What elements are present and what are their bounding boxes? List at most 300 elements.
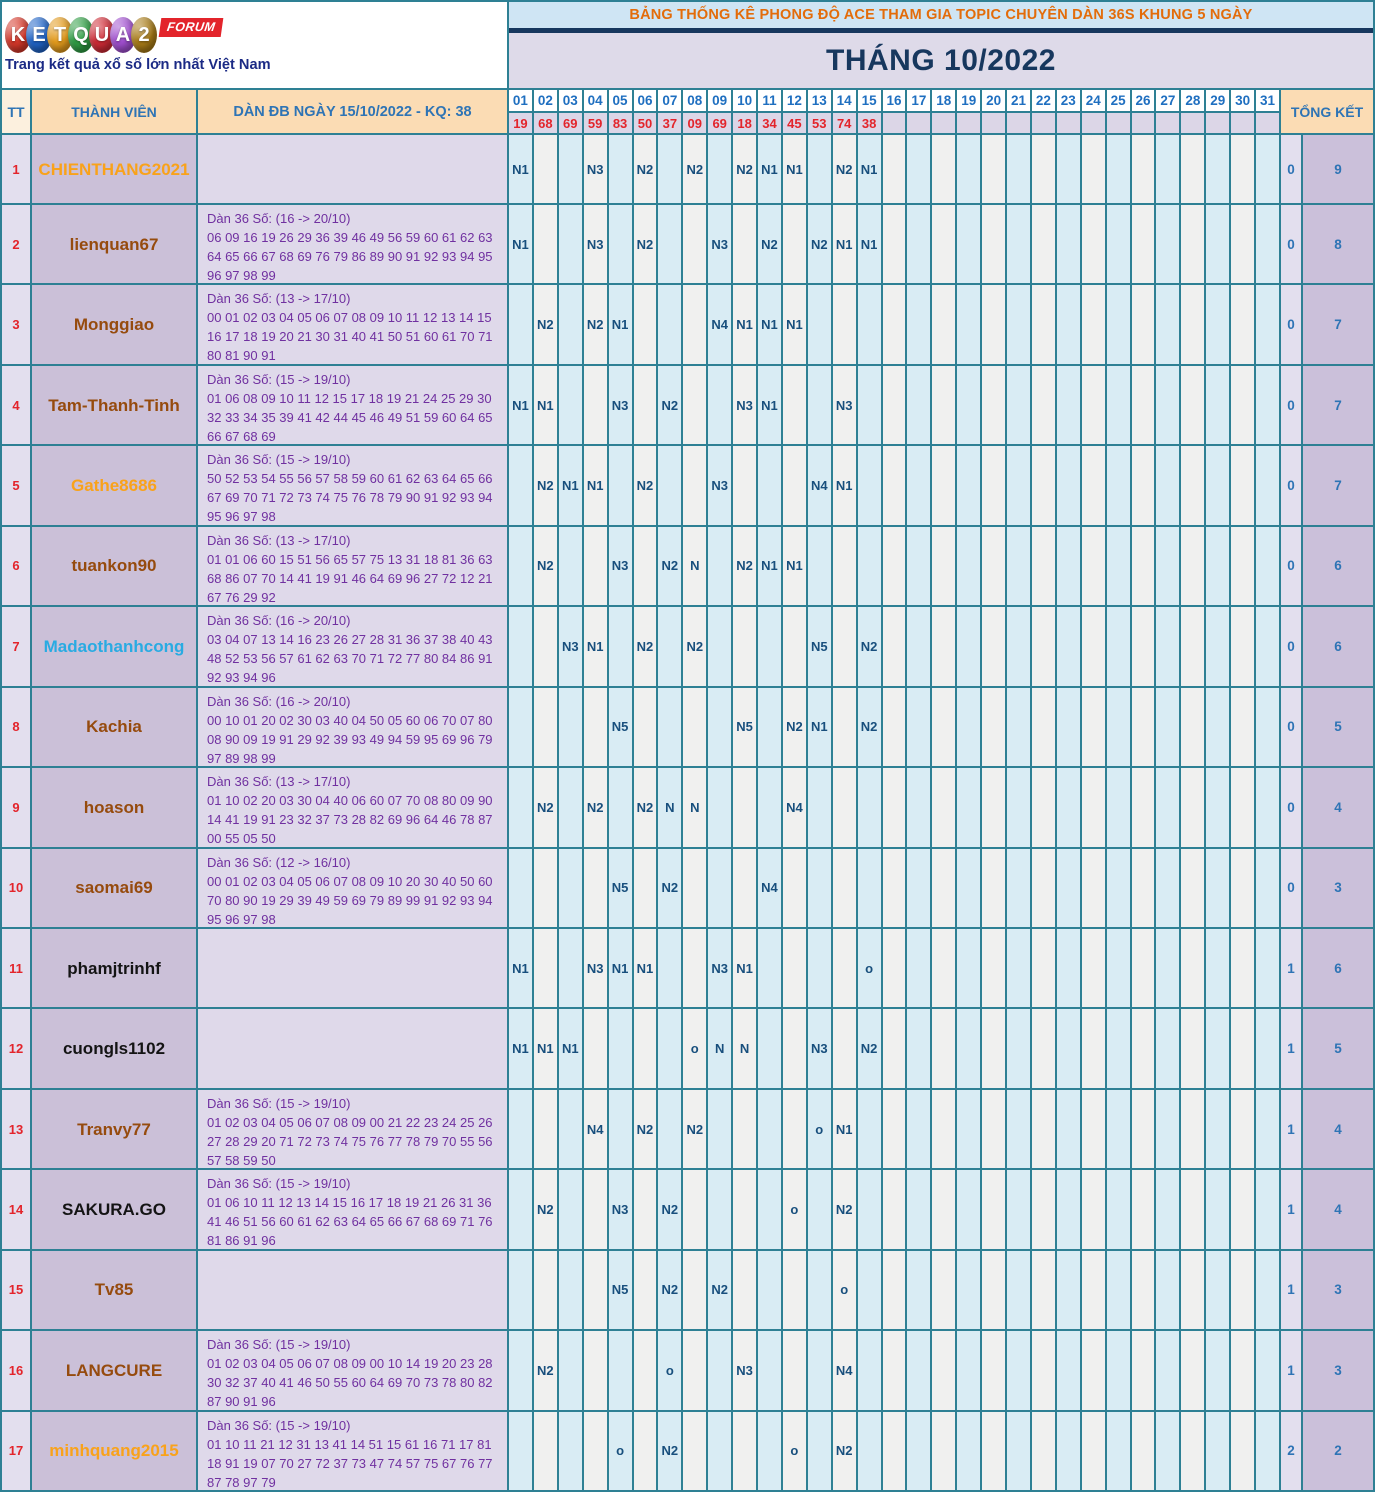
dan-numbers: 06 09 16 19 26 29 36 39 46 49 56 59 60 61 62 63 64 65 66 67 68 69 76 79 86 89 90 91 92 93 94 95 96 97 98 99 bbox=[207, 230, 493, 283]
mark-day-25 bbox=[1107, 527, 1130, 605]
mark-day-20 bbox=[982, 1170, 1005, 1248]
mark-day-22 bbox=[1032, 527, 1055, 605]
mark-day-16 bbox=[883, 135, 906, 203]
mark-day-07: N2 bbox=[658, 849, 681, 927]
mark-day-31 bbox=[1256, 446, 1279, 524]
mark-day-26 bbox=[1132, 1090, 1155, 1168]
mark-day-18 bbox=[932, 1331, 955, 1409]
mark-day-30 bbox=[1231, 1331, 1254, 1409]
mark-day-17 bbox=[907, 849, 930, 927]
mark-day-09: N3 bbox=[708, 205, 731, 283]
total-miss-count: 1 bbox=[1281, 1331, 1301, 1409]
mark-day-22 bbox=[1032, 366, 1055, 444]
mark-day-14: N3 bbox=[833, 366, 856, 444]
mark-day-19 bbox=[957, 929, 980, 1007]
mark-day-31 bbox=[1256, 1412, 1279, 1490]
mark-day-30 bbox=[1231, 849, 1254, 927]
mark-day-06: N1 bbox=[634, 929, 657, 1007]
mark-day-17 bbox=[907, 1009, 930, 1087]
total-score: 4 bbox=[1303, 1170, 1373, 1248]
mark-day-10: N3 bbox=[733, 366, 756, 444]
day-header-01: 01 bbox=[509, 90, 532, 111]
mark-day-24 bbox=[1082, 1170, 1105, 1248]
member-cell[interactable] bbox=[32, 1412, 196, 1490]
total-score: 6 bbox=[1303, 929, 1373, 1007]
member-name: phamjtrinhf bbox=[67, 958, 161, 978]
mark-day-24 bbox=[1082, 1009, 1105, 1087]
mark-day-13: N4 bbox=[808, 446, 831, 524]
total-score: 8 bbox=[1303, 205, 1373, 283]
mark-day-12: N1 bbox=[783, 135, 806, 203]
mark-day-22 bbox=[1032, 135, 1055, 203]
mark-day-30 bbox=[1231, 205, 1254, 283]
mark-day-31 bbox=[1256, 1331, 1279, 1409]
mark-day-10 bbox=[733, 205, 756, 283]
row-index: 5 bbox=[2, 446, 30, 524]
mark-day-08 bbox=[683, 285, 706, 363]
mark-day-01 bbox=[509, 1251, 532, 1329]
mark-day-19 bbox=[957, 1170, 980, 1248]
mark-day-27 bbox=[1156, 1412, 1179, 1490]
mark-day-23 bbox=[1057, 849, 1080, 927]
member-cell[interactable] bbox=[32, 205, 196, 283]
dan-numbers: 01 10 11 21 12 31 13 41 14 51 15 61 16 71 17 81 18 91 19 07 70 27 72 37 73 47 74 57 75 67 76 77 87 78 97 79 bbox=[207, 1436, 493, 1490]
mark-day-27 bbox=[1156, 366, 1179, 444]
mark-day-27 bbox=[1156, 446, 1179, 524]
mark-day-13 bbox=[808, 135, 831, 203]
mark-day-02: N2 bbox=[534, 1170, 557, 1248]
mark-day-26 bbox=[1132, 607, 1155, 685]
day-header-16: 16 bbox=[883, 90, 906, 111]
mark-day-22 bbox=[1032, 205, 1055, 283]
member-cell[interactable] bbox=[32, 1331, 196, 1409]
mark-day-20 bbox=[982, 849, 1005, 927]
mark-day-26 bbox=[1132, 205, 1155, 283]
mark-day-06 bbox=[634, 527, 657, 605]
mark-day-25 bbox=[1107, 607, 1130, 685]
mark-day-11 bbox=[758, 1009, 781, 1087]
mark-day-27 bbox=[1156, 849, 1179, 927]
mark-day-18 bbox=[932, 607, 955, 685]
mark-day-23 bbox=[1057, 607, 1080, 685]
mark-day-26 bbox=[1132, 1412, 1155, 1490]
mark-day-04 bbox=[584, 1009, 607, 1087]
total-miss-count: 1 bbox=[1281, 1009, 1301, 1087]
mark-day-18 bbox=[932, 205, 955, 283]
mark-day-26 bbox=[1132, 1170, 1155, 1248]
row-index: 10 bbox=[2, 849, 30, 927]
mark-day-19 bbox=[957, 205, 980, 283]
mark-day-15: N2 bbox=[858, 607, 881, 685]
mark-day-16 bbox=[883, 366, 906, 444]
mark-day-29 bbox=[1206, 205, 1229, 283]
day-header-05: 05 bbox=[609, 90, 632, 111]
mark-day-20 bbox=[982, 607, 1005, 685]
mark-day-22 bbox=[1032, 1009, 1055, 1087]
mark-day-31 bbox=[1256, 688, 1279, 766]
kq-value-day-19 bbox=[957, 113, 980, 133]
mark-day-19 bbox=[957, 849, 980, 927]
mark-day-27 bbox=[1156, 688, 1179, 766]
mark-day-13 bbox=[808, 1412, 831, 1490]
member-cell[interactable] bbox=[32, 768, 196, 846]
mark-day-13: o bbox=[808, 1090, 831, 1168]
member-cell[interactable] bbox=[32, 1170, 196, 1248]
dan-range: Dàn 36 Số: (15 -> 19/10) bbox=[207, 1095, 351, 1111]
mark-day-03 bbox=[559, 1170, 582, 1248]
mark-day-23 bbox=[1057, 1170, 1080, 1248]
mark-day-05: N3 bbox=[609, 1170, 632, 1248]
dan-info bbox=[198, 205, 507, 283]
mark-day-26 bbox=[1132, 135, 1155, 203]
mark-day-01 bbox=[509, 1090, 532, 1168]
day-header-17: 17 bbox=[907, 90, 930, 111]
mark-day-02 bbox=[534, 929, 557, 1007]
member-cell[interactable] bbox=[32, 1251, 196, 1329]
mark-day-05 bbox=[609, 1090, 632, 1168]
dan-range: Dàn 36 Số: (15 -> 19/10) bbox=[207, 452, 351, 468]
kq-value-day-04: 59 bbox=[584, 113, 607, 133]
mark-day-09 bbox=[708, 607, 731, 685]
mark-day-22 bbox=[1032, 1412, 1055, 1490]
mark-day-26 bbox=[1132, 688, 1155, 766]
mark-day-17 bbox=[907, 135, 930, 203]
row-index: 9 bbox=[2, 768, 30, 846]
mark-day-09 bbox=[708, 1170, 731, 1248]
mark-day-22 bbox=[1032, 1090, 1055, 1168]
member-name: saomai69 bbox=[75, 878, 153, 898]
row-index: 13 bbox=[2, 1090, 30, 1168]
member-cell[interactable] bbox=[32, 135, 196, 203]
mark-day-27 bbox=[1156, 205, 1179, 283]
mark-day-31 bbox=[1256, 1251, 1279, 1329]
mark-day-19 bbox=[957, 1009, 980, 1087]
mark-day-05: N5 bbox=[609, 1251, 632, 1329]
mark-day-03 bbox=[559, 135, 582, 203]
mark-day-20 bbox=[982, 929, 1005, 1007]
member-cell[interactable] bbox=[32, 607, 196, 685]
mark-day-28 bbox=[1181, 1009, 1204, 1087]
mark-day-10: N bbox=[733, 1009, 756, 1087]
mark-day-27 bbox=[1156, 1009, 1179, 1087]
mark-day-17 bbox=[907, 688, 930, 766]
member-cell[interactable] bbox=[32, 849, 196, 927]
kq-value-day-15: 38 bbox=[858, 113, 881, 133]
total-miss-count: 1 bbox=[1281, 929, 1301, 1007]
mark-day-23 bbox=[1057, 285, 1080, 363]
mark-day-02 bbox=[534, 135, 557, 203]
mark-day-10 bbox=[733, 446, 756, 524]
mark-day-01 bbox=[509, 527, 532, 605]
day-header-03: 03 bbox=[559, 90, 582, 111]
mark-day-15 bbox=[858, 849, 881, 927]
mark-day-28 bbox=[1181, 1331, 1204, 1409]
mark-day-07: N2 bbox=[658, 1251, 681, 1329]
row-index: 15 bbox=[2, 1251, 30, 1329]
mark-day-13: N2 bbox=[808, 205, 831, 283]
total-score: 2 bbox=[1303, 1412, 1373, 1490]
mark-day-20 bbox=[982, 446, 1005, 524]
mark-day-17 bbox=[907, 607, 930, 685]
dan-range: Dàn 36 Số: (13 -> 17/10) bbox=[207, 532, 351, 548]
mark-day-24 bbox=[1082, 688, 1105, 766]
member-cell[interactable] bbox=[32, 929, 196, 1007]
mark-day-15 bbox=[858, 527, 881, 605]
mark-day-07 bbox=[658, 135, 681, 203]
mark-day-24 bbox=[1082, 1251, 1105, 1329]
mark-day-13 bbox=[808, 849, 831, 927]
member-name: Tv85 bbox=[94, 1280, 134, 1300]
mark-day-21 bbox=[1007, 768, 1030, 846]
row-index: 3 bbox=[2, 285, 30, 363]
mark-day-02 bbox=[534, 688, 557, 766]
mark-day-21 bbox=[1007, 205, 1030, 283]
day-header-31: 31 bbox=[1256, 90, 1279, 111]
mark-day-14 bbox=[833, 929, 856, 1007]
mark-day-04: N3 bbox=[584, 205, 607, 283]
mark-day-20 bbox=[982, 527, 1005, 605]
mark-day-17 bbox=[907, 366, 930, 444]
mark-day-09 bbox=[708, 1331, 731, 1409]
member-name: CHIENTHANG2021 bbox=[38, 159, 190, 179]
member-cell[interactable] bbox=[32, 366, 196, 444]
mark-day-16 bbox=[883, 1090, 906, 1168]
mark-day-28 bbox=[1181, 1090, 1204, 1168]
mark-day-03 bbox=[559, 1090, 582, 1168]
mark-day-16 bbox=[883, 446, 906, 524]
mark-day-05 bbox=[609, 446, 632, 524]
mark-day-12 bbox=[783, 849, 806, 927]
total-score: 4 bbox=[1303, 1090, 1373, 1168]
kq-value-day-21 bbox=[1007, 113, 1030, 133]
mark-day-04 bbox=[584, 366, 607, 444]
member-cell[interactable] bbox=[32, 1090, 196, 1168]
member-cell[interactable] bbox=[32, 285, 196, 363]
kq-value-day-26 bbox=[1132, 113, 1155, 133]
mark-day-24 bbox=[1082, 205, 1105, 283]
mark-day-21 bbox=[1007, 849, 1030, 927]
mark-day-02 bbox=[534, 1412, 557, 1490]
mark-day-01: N1 bbox=[509, 205, 532, 283]
mark-day-23 bbox=[1057, 1331, 1080, 1409]
mark-day-31 bbox=[1256, 929, 1279, 1007]
mark-day-24 bbox=[1082, 446, 1105, 524]
total-miss-count: 1 bbox=[1281, 1170, 1301, 1248]
mark-day-08: N bbox=[683, 527, 706, 605]
day-header-08: 08 bbox=[683, 90, 706, 111]
mark-day-28 bbox=[1181, 688, 1204, 766]
mark-day-28 bbox=[1181, 446, 1204, 524]
mark-day-14: o bbox=[833, 1251, 856, 1329]
row-index: 4 bbox=[2, 366, 30, 444]
mark-day-02 bbox=[534, 1251, 557, 1329]
logo-letter-K: K bbox=[5, 17, 31, 53]
dan-info bbox=[198, 1251, 507, 1329]
logo-letter-A: A bbox=[110, 17, 136, 53]
mark-day-25 bbox=[1107, 135, 1130, 203]
total-miss-count: 1 bbox=[1281, 1090, 1301, 1168]
mark-day-29 bbox=[1206, 135, 1229, 203]
mark-day-18 bbox=[932, 1170, 955, 1248]
mark-day-15 bbox=[858, 1412, 881, 1490]
mark-day-30 bbox=[1231, 527, 1254, 605]
member-name: Monggiao bbox=[73, 315, 155, 335]
mark-day-11: N4 bbox=[758, 849, 781, 927]
mark-day-26 bbox=[1132, 446, 1155, 524]
kq-value-day-17 bbox=[907, 113, 930, 133]
mark-day-17 bbox=[907, 527, 930, 605]
mark-day-07: N bbox=[658, 768, 681, 846]
dan-info bbox=[198, 1412, 507, 1490]
mark-day-25 bbox=[1107, 1412, 1130, 1490]
mark-day-21 bbox=[1007, 1090, 1030, 1168]
mark-day-28 bbox=[1181, 135, 1204, 203]
mark-day-30 bbox=[1231, 1251, 1254, 1329]
kq-value-day-31 bbox=[1256, 113, 1279, 133]
total-score: 3 bbox=[1303, 1251, 1373, 1329]
dan-numbers: 00 01 02 03 04 05 06 07 08 09 10 20 30 40 50 60 70 80 90 19 29 39 49 59 69 79 89 99 91 92 93 94 95 96 97 98 bbox=[207, 873, 493, 927]
mark-day-20 bbox=[982, 1090, 1005, 1168]
mark-day-06 bbox=[634, 1412, 657, 1490]
total-score: 4 bbox=[1303, 768, 1373, 846]
mark-day-08: N bbox=[683, 768, 706, 846]
member-name: SAKURA.GO bbox=[62, 1199, 166, 1219]
mark-day-06: N2 bbox=[634, 135, 657, 203]
mark-day-06 bbox=[634, 366, 657, 444]
mark-day-09 bbox=[708, 366, 731, 444]
mark-day-10 bbox=[733, 607, 756, 685]
mark-day-29 bbox=[1206, 1331, 1229, 1409]
dan-info bbox=[198, 366, 507, 444]
mark-day-18 bbox=[932, 1412, 955, 1490]
mark-day-01 bbox=[509, 1170, 532, 1248]
mark-day-09 bbox=[708, 849, 731, 927]
mark-day-09: N3 bbox=[708, 446, 731, 524]
mark-day-15 bbox=[858, 1170, 881, 1248]
mark-day-18 bbox=[932, 688, 955, 766]
mark-day-07: N2 bbox=[658, 1170, 681, 1248]
mark-day-27 bbox=[1156, 1090, 1179, 1168]
mark-day-31 bbox=[1256, 205, 1279, 283]
mark-day-28 bbox=[1181, 1170, 1204, 1248]
mark-day-30 bbox=[1231, 366, 1254, 444]
mark-day-03: N1 bbox=[559, 1009, 582, 1087]
kq-value-day-09: 69 bbox=[708, 113, 731, 133]
mark-day-01 bbox=[509, 849, 532, 927]
mark-day-05: N1 bbox=[609, 285, 632, 363]
column-header-total: TỔNG KẾT bbox=[1281, 90, 1373, 133]
kq-value-day-29 bbox=[1206, 113, 1229, 133]
mark-day-25 bbox=[1107, 1170, 1130, 1248]
mark-day-29 bbox=[1206, 527, 1229, 605]
mark-day-31 bbox=[1256, 607, 1279, 685]
day-header-15: 15 bbox=[858, 90, 881, 111]
member-name: Madaothanhcong bbox=[43, 636, 185, 656]
mark-day-15 bbox=[858, 446, 881, 524]
mark-day-13 bbox=[808, 527, 831, 605]
mark-day-18 bbox=[932, 1090, 955, 1168]
mark-day-24 bbox=[1082, 1331, 1105, 1409]
mark-day-25 bbox=[1107, 366, 1130, 444]
mark-day-29 bbox=[1206, 446, 1229, 524]
mark-day-04: N3 bbox=[584, 929, 607, 1007]
kq-value-day-05: 83 bbox=[609, 113, 632, 133]
mark-day-26 bbox=[1132, 1251, 1155, 1329]
mark-day-30 bbox=[1231, 446, 1254, 524]
member-cell[interactable] bbox=[32, 1009, 196, 1087]
mark-day-15 bbox=[858, 366, 881, 444]
mark-day-30 bbox=[1231, 285, 1254, 363]
mark-day-23 bbox=[1057, 688, 1080, 766]
mark-day-05: N3 bbox=[609, 366, 632, 444]
mark-day-16 bbox=[883, 527, 906, 605]
mark-day-06 bbox=[634, 688, 657, 766]
mark-day-11 bbox=[758, 1412, 781, 1490]
day-header-09: 09 bbox=[708, 90, 731, 111]
mark-day-29 bbox=[1206, 768, 1229, 846]
mark-day-10: N2 bbox=[733, 135, 756, 203]
mark-day-14 bbox=[833, 768, 856, 846]
member-name: hoason bbox=[83, 797, 145, 817]
mark-day-17 bbox=[907, 1331, 930, 1409]
mark-day-25 bbox=[1107, 1251, 1130, 1329]
mark-day-26 bbox=[1132, 285, 1155, 363]
member-cell[interactable] bbox=[32, 446, 196, 524]
mark-day-23 bbox=[1057, 929, 1080, 1007]
mark-day-10: N3 bbox=[733, 1331, 756, 1409]
dan-range: Dàn 36 Số: (15 -> 19/10) bbox=[207, 1176, 351, 1192]
mark-day-01 bbox=[509, 607, 532, 685]
mark-day-13 bbox=[808, 1170, 831, 1248]
mark-day-16 bbox=[883, 849, 906, 927]
mark-day-11 bbox=[758, 1251, 781, 1329]
mark-day-12: o bbox=[783, 1412, 806, 1490]
mark-day-15 bbox=[858, 1090, 881, 1168]
mark-day-25 bbox=[1107, 285, 1130, 363]
mark-day-19 bbox=[957, 1412, 980, 1490]
mark-day-07: N2 bbox=[658, 527, 681, 605]
kq-value-day-03: 69 bbox=[559, 113, 582, 133]
day-header-30: 30 bbox=[1231, 90, 1254, 111]
mark-day-14 bbox=[833, 1009, 856, 1087]
mark-day-08 bbox=[683, 446, 706, 524]
member-cell[interactable] bbox=[32, 688, 196, 766]
mark-day-20 bbox=[982, 1412, 1005, 1490]
mark-day-19 bbox=[957, 688, 980, 766]
kq-value-day-30 bbox=[1231, 113, 1254, 133]
mark-day-04 bbox=[584, 527, 607, 605]
mark-day-12 bbox=[783, 1331, 806, 1409]
mark-day-26 bbox=[1132, 929, 1155, 1007]
total-score: 6 bbox=[1303, 527, 1373, 605]
mark-day-16 bbox=[883, 1331, 906, 1409]
dan-range: Dàn 36 Số: (15 -> 19/10) bbox=[207, 1417, 351, 1433]
mark-day-11: N1 bbox=[758, 366, 781, 444]
mark-day-04 bbox=[584, 1251, 607, 1329]
member-cell[interactable] bbox=[32, 527, 196, 605]
mark-day-04: N4 bbox=[584, 1090, 607, 1168]
day-header-24: 24 bbox=[1082, 90, 1105, 111]
mark-day-03: N1 bbox=[559, 446, 582, 524]
logo-tagline: Trang kết quả xổ số lớn nhất Việt Nam bbox=[5, 57, 271, 73]
mark-day-05 bbox=[609, 135, 632, 203]
mark-day-04 bbox=[584, 1170, 607, 1248]
mark-day-11 bbox=[758, 688, 781, 766]
mark-day-05 bbox=[609, 1009, 632, 1087]
mark-day-04 bbox=[584, 688, 607, 766]
mark-day-12: N4 bbox=[783, 768, 806, 846]
mark-day-21 bbox=[1007, 1251, 1030, 1329]
